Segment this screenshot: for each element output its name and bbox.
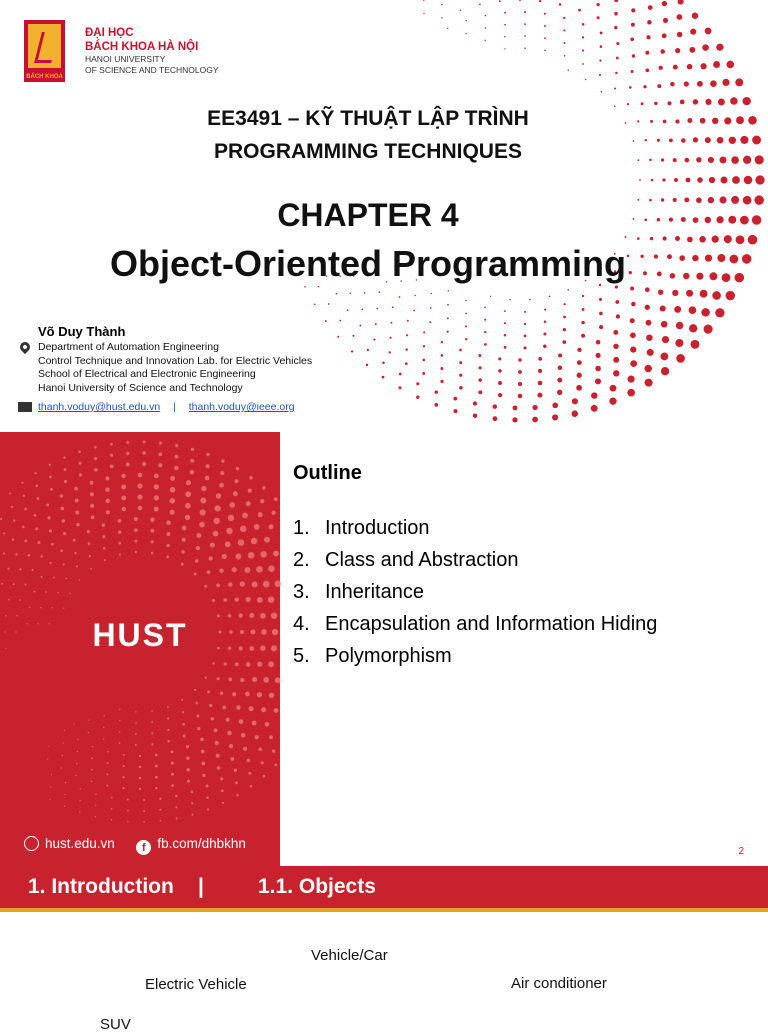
chapter-number: CHAPTER 4 (277, 197, 459, 233)
label-vehicle: Vehicle/Car (311, 947, 388, 964)
outline-item: 1. Introduction (293, 517, 430, 539)
outline-item: 4. Encapsulation and Information Hiding (293, 613, 658, 635)
university-name (85, 26, 219, 76)
email-separator: | (173, 401, 176, 413)
author-affiliation (38, 341, 312, 395)
objects-slide (0, 866, 768, 1033)
subsection-title: 1.1. Objects (258, 875, 376, 898)
course-name: PROGRAMMING TECHNIQUES (213, 140, 522, 163)
facebook-link[interactable]: fb.com/dhbkhn (157, 836, 246, 851)
section-title: 1. Introduction (28, 875, 174, 898)
label-partial: SUV (100, 1016, 131, 1033)
outline-list (293, 512, 657, 672)
university-vn-line1: ĐẠI HỌC (85, 27, 134, 39)
outline-item: 3. Inheritance (293, 581, 424, 603)
section-header-bar (0, 866, 768, 908)
label-electric-vehicle: Electric Vehicle (145, 976, 247, 993)
hust-logo-text: HUST (92, 617, 188, 653)
course-code: EE3491 – KỸ THUẬT LẬP TRÌNH (207, 107, 529, 130)
affiliation-line: Department of Automation Engineering (38, 341, 219, 353)
author-emails (38, 401, 295, 413)
website-link[interactable]: hust.edu.vn (45, 836, 115, 851)
university-en-line2: OF SCIENCE AND TECHNOLOGY (85, 65, 219, 75)
footer-links (24, 836, 246, 855)
email-link-hust[interactable]: thanh.voduy@hust.edu.vn (38, 401, 161, 413)
email-icon (18, 402, 32, 412)
header-separator: | (198, 875, 204, 898)
outline-item: 5. Polymorphism (293, 645, 452, 667)
outline-slide (0, 432, 768, 866)
university-en-line1: HANOI UNIVERSITY (85, 54, 166, 64)
university-logo (24, 20, 65, 82)
hust-brand-panel (0, 432, 280, 866)
logo-text: BÁCH KHOA (26, 74, 63, 80)
facebook-icon: f (136, 840, 151, 855)
affiliation-line: School of Electrical and Electronic Engineering (38, 368, 256, 380)
email-link-ieee[interactable]: thanh.voduy@ieee.org (188, 401, 295, 413)
globe-icon (24, 836, 39, 851)
outline-item: 2. Class and Abstraction (293, 549, 519, 571)
outline-heading: Outline (293, 462, 362, 484)
university-vn-line2: BÁCH KHOA HÀ NỘI (85, 41, 199, 53)
label-air-conditioner: Air conditioner (511, 975, 607, 992)
header-accent-line (0, 908, 768, 912)
chapter-title: Object-Oriented Programming (109, 243, 627, 284)
affiliation-line: Hanoi University of Science and Technology (38, 381, 243, 394)
author-name: Võ Duy Thành (38, 324, 126, 339)
affiliation-line: Control Technique and Innovation Lab. for Electric Vehicles (38, 354, 313, 367)
title-slide (0, 0, 768, 432)
page-number: 2 (738, 846, 744, 857)
